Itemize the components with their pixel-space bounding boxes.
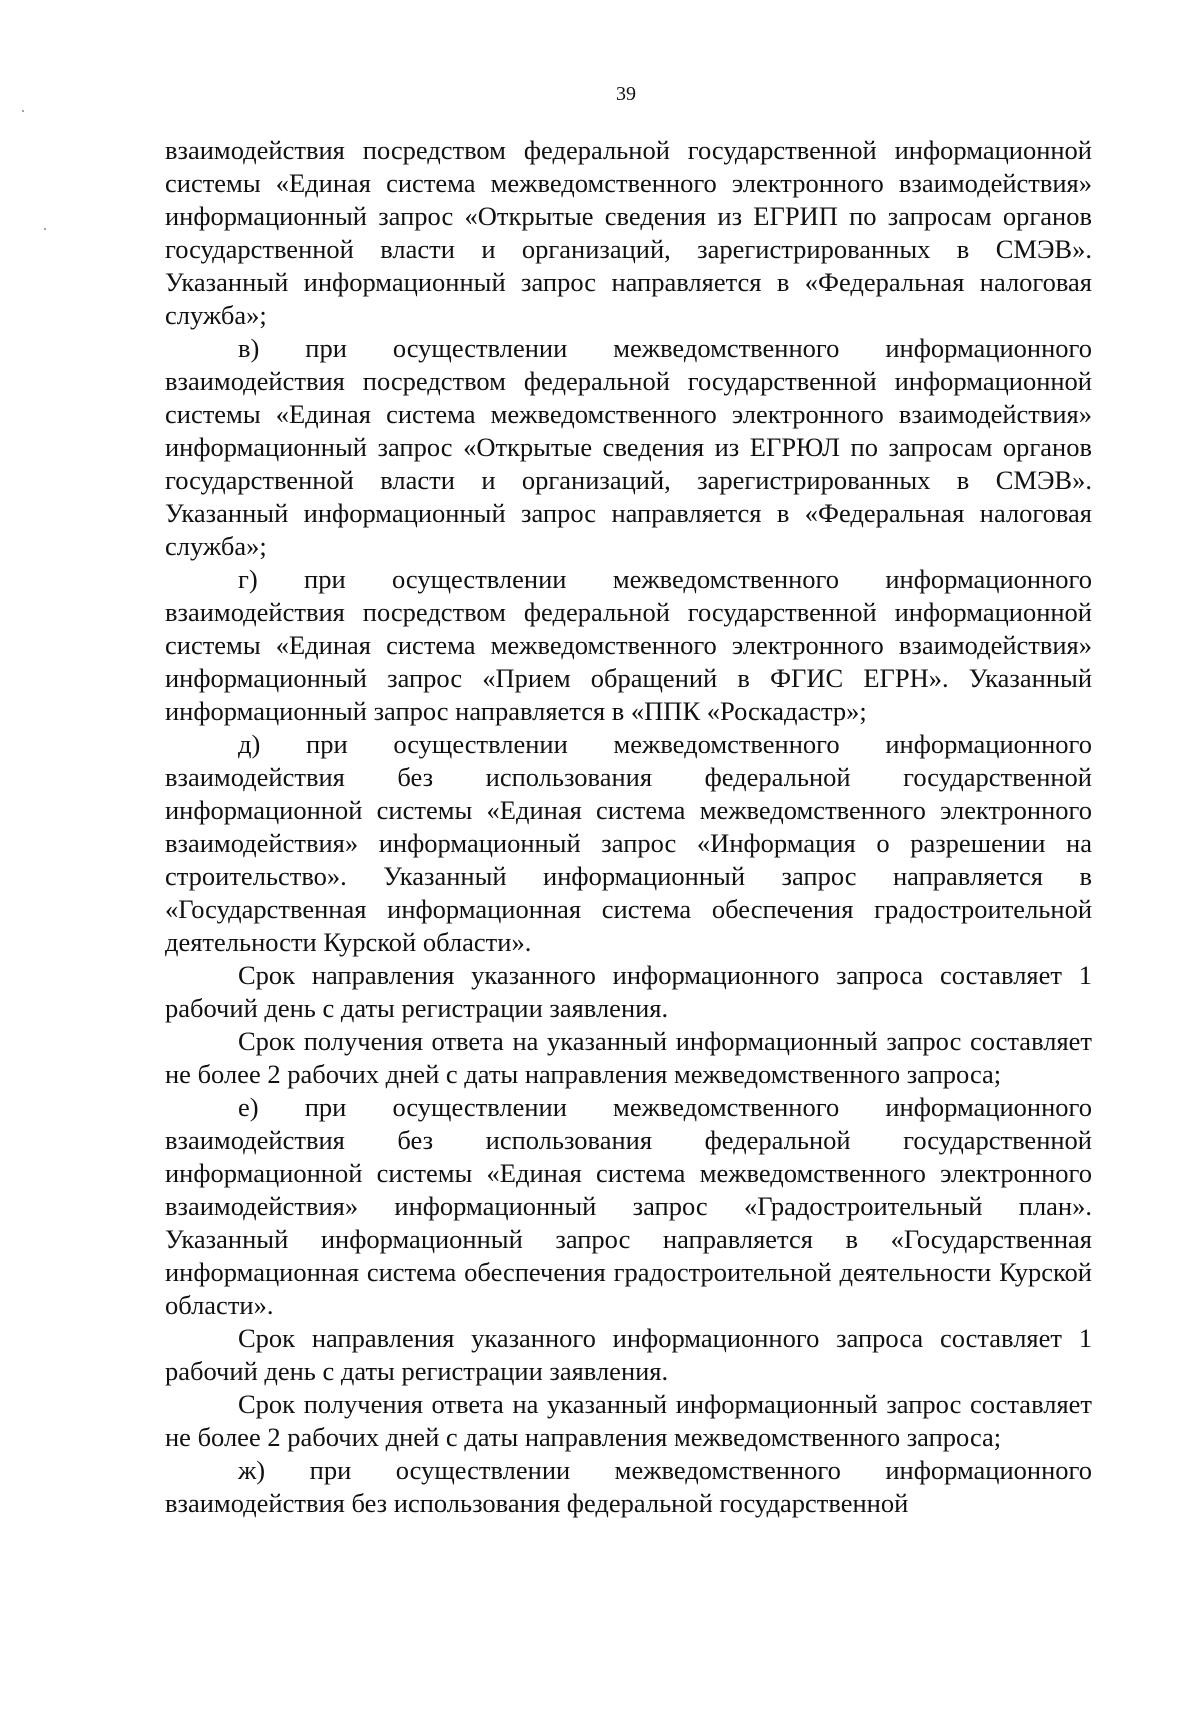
paragraph-item-g: г) при осуществлении межведомственного информационного взаимодействия посредством федеральной государственной информационной системы «Единая система межведомственного электронного взаимодействия» информационный запрос «Прием обращений в ФГИС ЕГРН». Указанный информационный запрос направляется в «ППК «Роскадастр»; [165, 564, 1092, 726]
scan-speck [44, 228, 46, 230]
paragraph-deadline-reply-2: Срок получения ответа на указанный информационный запрос составляет не более 2 рабочих дней с даты направления межведомственного запроса; [165, 1389, 1092, 1452]
paragraph-item-zh: ж) при осуществлении межведомственного информационного взаимодействия без использования федеральной государственной [165, 1455, 1092, 1518]
paragraph-deadline-reply-1: Срок получения ответа на указанный информационный запрос составляет не более 2 рабочих дней с даты направления межведомственного запроса; [165, 1026, 1092, 1089]
document-body [165, 134, 1092, 1520]
page-number: 39 [616, 83, 636, 105]
paragraph-item-v: в) при осуществлении межведомственного информационного взаимодействия посредством федеральной государственной информационной системы «Единая система межведомственного электронного взаимодействия» информационный запрос «Открытые сведения из ЕГРЮЛ по запросам органов государственной власти и организаций, зарегистрированных в СМЭВ». Указанный информационный запрос направляется в «Федеральная налоговая служба»; [165, 333, 1092, 561]
paragraph-item-d: д) при осуществлении межведомственного информационного взаимодействия без использования федеральной государственной информационной системы «Единая система межведомственного электронного взаимодействия» информационный запрос «Информация о разрешении на строительство». Указанный информационный запрос направляется в «Государственная информационная система обеспечения градостроительной деятельности Курской области». [165, 729, 1092, 957]
paragraph-deadline-send-1: Срок направления указанного информационного запроса составляет 1 рабочий день с даты регистрации заявления. [165, 960, 1092, 1023]
paragraph-deadline-send-2: Срок направления указанного информационного запроса составляет 1 рабочий день с даты регистрации заявления. [165, 1323, 1092, 1386]
paragraph-item-e: е) при осуществлении межведомственного информационного взаимодействия без использования федеральной государственной информационной системы «Единая система межведомственного электронного взаимодействия» информационный запрос «Градостроительный план». Указанный информационный запрос направляется в «Государственная информационная система обеспечения градостроительной деятельности Курской области». [165, 1092, 1092, 1320]
scan-speck [22, 110, 24, 112]
paragraph-1: взаимодействия посредством федеральной государственной информационной системы «Единая система межведомственного электронного взаимодействия» информационный запрос «Открытые сведения из ЕГРИП по запросам органов государственной власти и организаций, зарегистрированных в СМЭВ». Указанный информационный запрос направляется в «Федеральная налоговая служба»; [165, 135, 1092, 330]
